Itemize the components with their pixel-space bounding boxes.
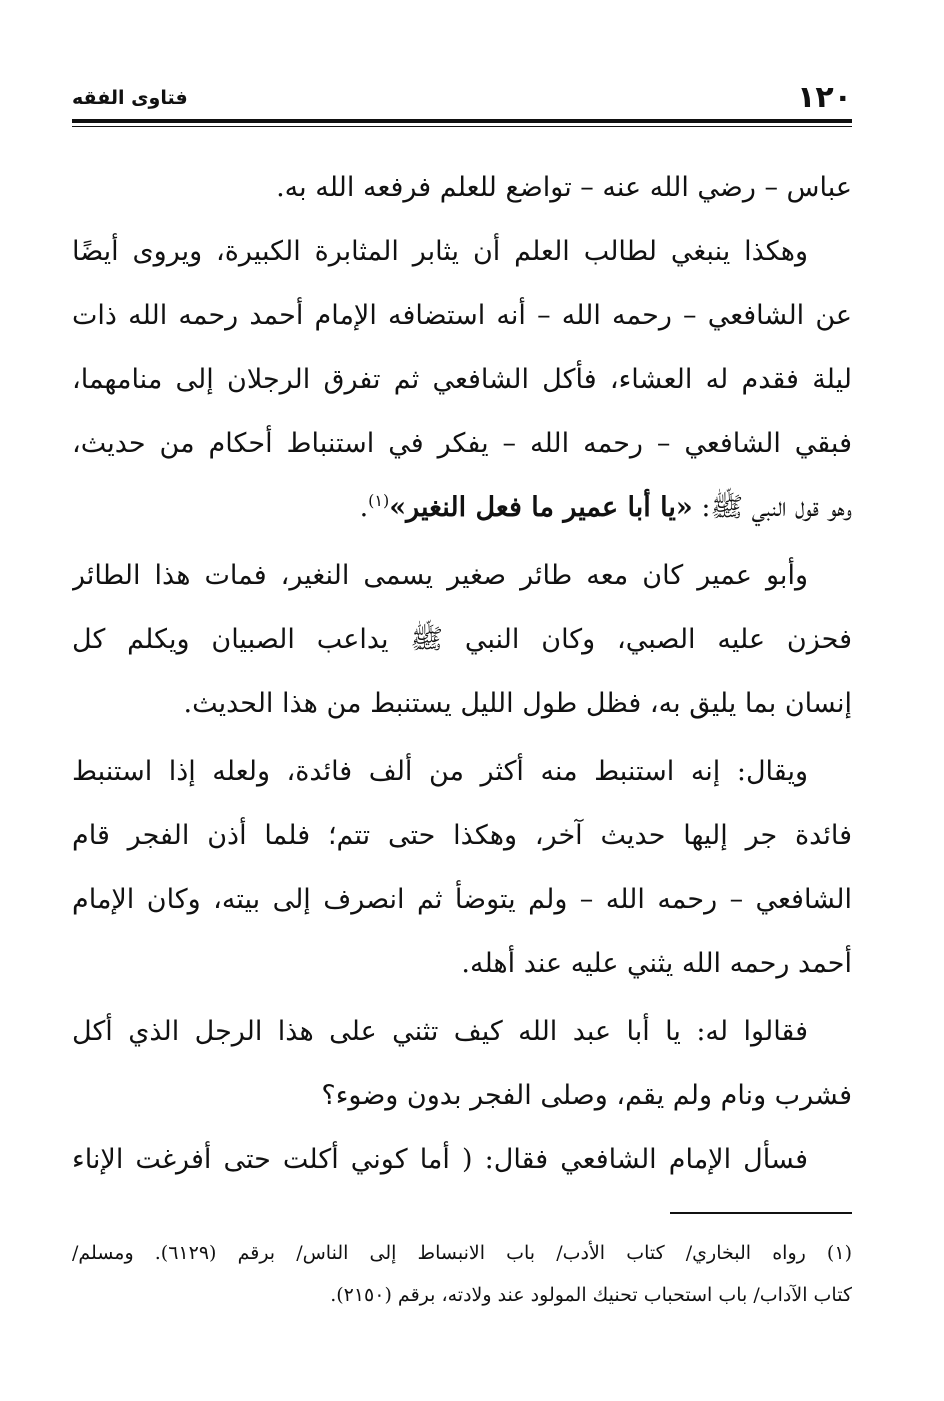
footnote-line: كتاب الآداب/ باب استحباب تحنيك المولود عند ولادته، برقم (٢١٥٠). [330, 1284, 852, 1306]
text-line: فحزن عليه الصبي، وكان النبي ﷺ يداعب الصبيان ويكلم كل [72, 624, 852, 655]
text-line: فشرب ونام ولم يقم، وصلى الفجر بدون وضوء؟ [321, 1080, 852, 1111]
book-title: فتاوى الفقه [72, 87, 188, 109]
footnote-divider [670, 1212, 852, 1214]
text-line: وأبو عمير كان معه طائر صغير يسمى النغير، فمات هذا الطائر [72, 560, 808, 591]
main-text [72, 156, 852, 1192]
page-number: ١٢٠ [797, 80, 852, 115]
page-header [72, 78, 852, 118]
text-line: فائدة جر إليها حديث آخر، وهكذا حتى تتم؛ فلما أذن الفجر قام [72, 820, 852, 851]
text-line: وهكذا ينبغي لطالب العلم أن يثابر المثابرة الكبيرة، ويروى أيضًا [72, 236, 808, 267]
text-line: فسأل الإمام الشافعي فقال: ( أما كوني أكلت حتى أفرغت الإناء [72, 1144, 808, 1175]
header-rule-thick [72, 119, 852, 123]
header-rule-thin [72, 126, 852, 127]
text-line: عن الشافعي – رحمه الله – أنه استضافه الإمام أحمد رحمه الله ذات [72, 300, 852, 331]
footnote-marker: (١) [368, 491, 390, 510]
text-line: عباس – رضي الله عنه – تواضع للعلم فرفعه الله به. [276, 172, 852, 203]
text-line: أحمد رحمه الله يثني عليه عند أهله. [461, 948, 852, 979]
hadith-line: وهو قول النبي ﷺ: «يا أبا عمير ما فعل النغير»$^{(١)}$. [359, 491, 852, 523]
hadith-intro: وهو قول النبي ﷺ: [692, 492, 852, 523]
footnote-line: (١) رواه البخاري/ كتاب الأدب/ باب الانبساط إلى الناس/ برقم (٦١٢٩). ومسلم/ [72, 1242, 852, 1264]
text-line: ليلة فقدم له العشاء، فأكل الشافعي ثم تفرق الرجلان إلى منامهما، [72, 364, 852, 395]
text-line: فبقي الشافعي – رحمه الله – يفكر في استنباط أحكام من حديث، [72, 428, 852, 459]
hadith-quote: «يا أبا عمير ما فعل النغير» [389, 492, 693, 523]
footnotes [72, 1232, 852, 1316]
text-line: فقالوا له: يا أبا عبد الله كيف تثني على هذا الرجل الذي أكل [72, 1016, 808, 1047]
text-line: الشافعي – رحمه الله – ولم يتوضأ ثم انصرف إلى بيته، وكان الإمام [72, 884, 852, 915]
text-line: إنسان بما يليق به، فظل طول الليل يستنبط من هذا الحديث. [183, 688, 852, 719]
text-line: ويقال: إنه استنبط منه أكثر من ألف فائدة، ولعله إذا استنبط [72, 756, 808, 787]
